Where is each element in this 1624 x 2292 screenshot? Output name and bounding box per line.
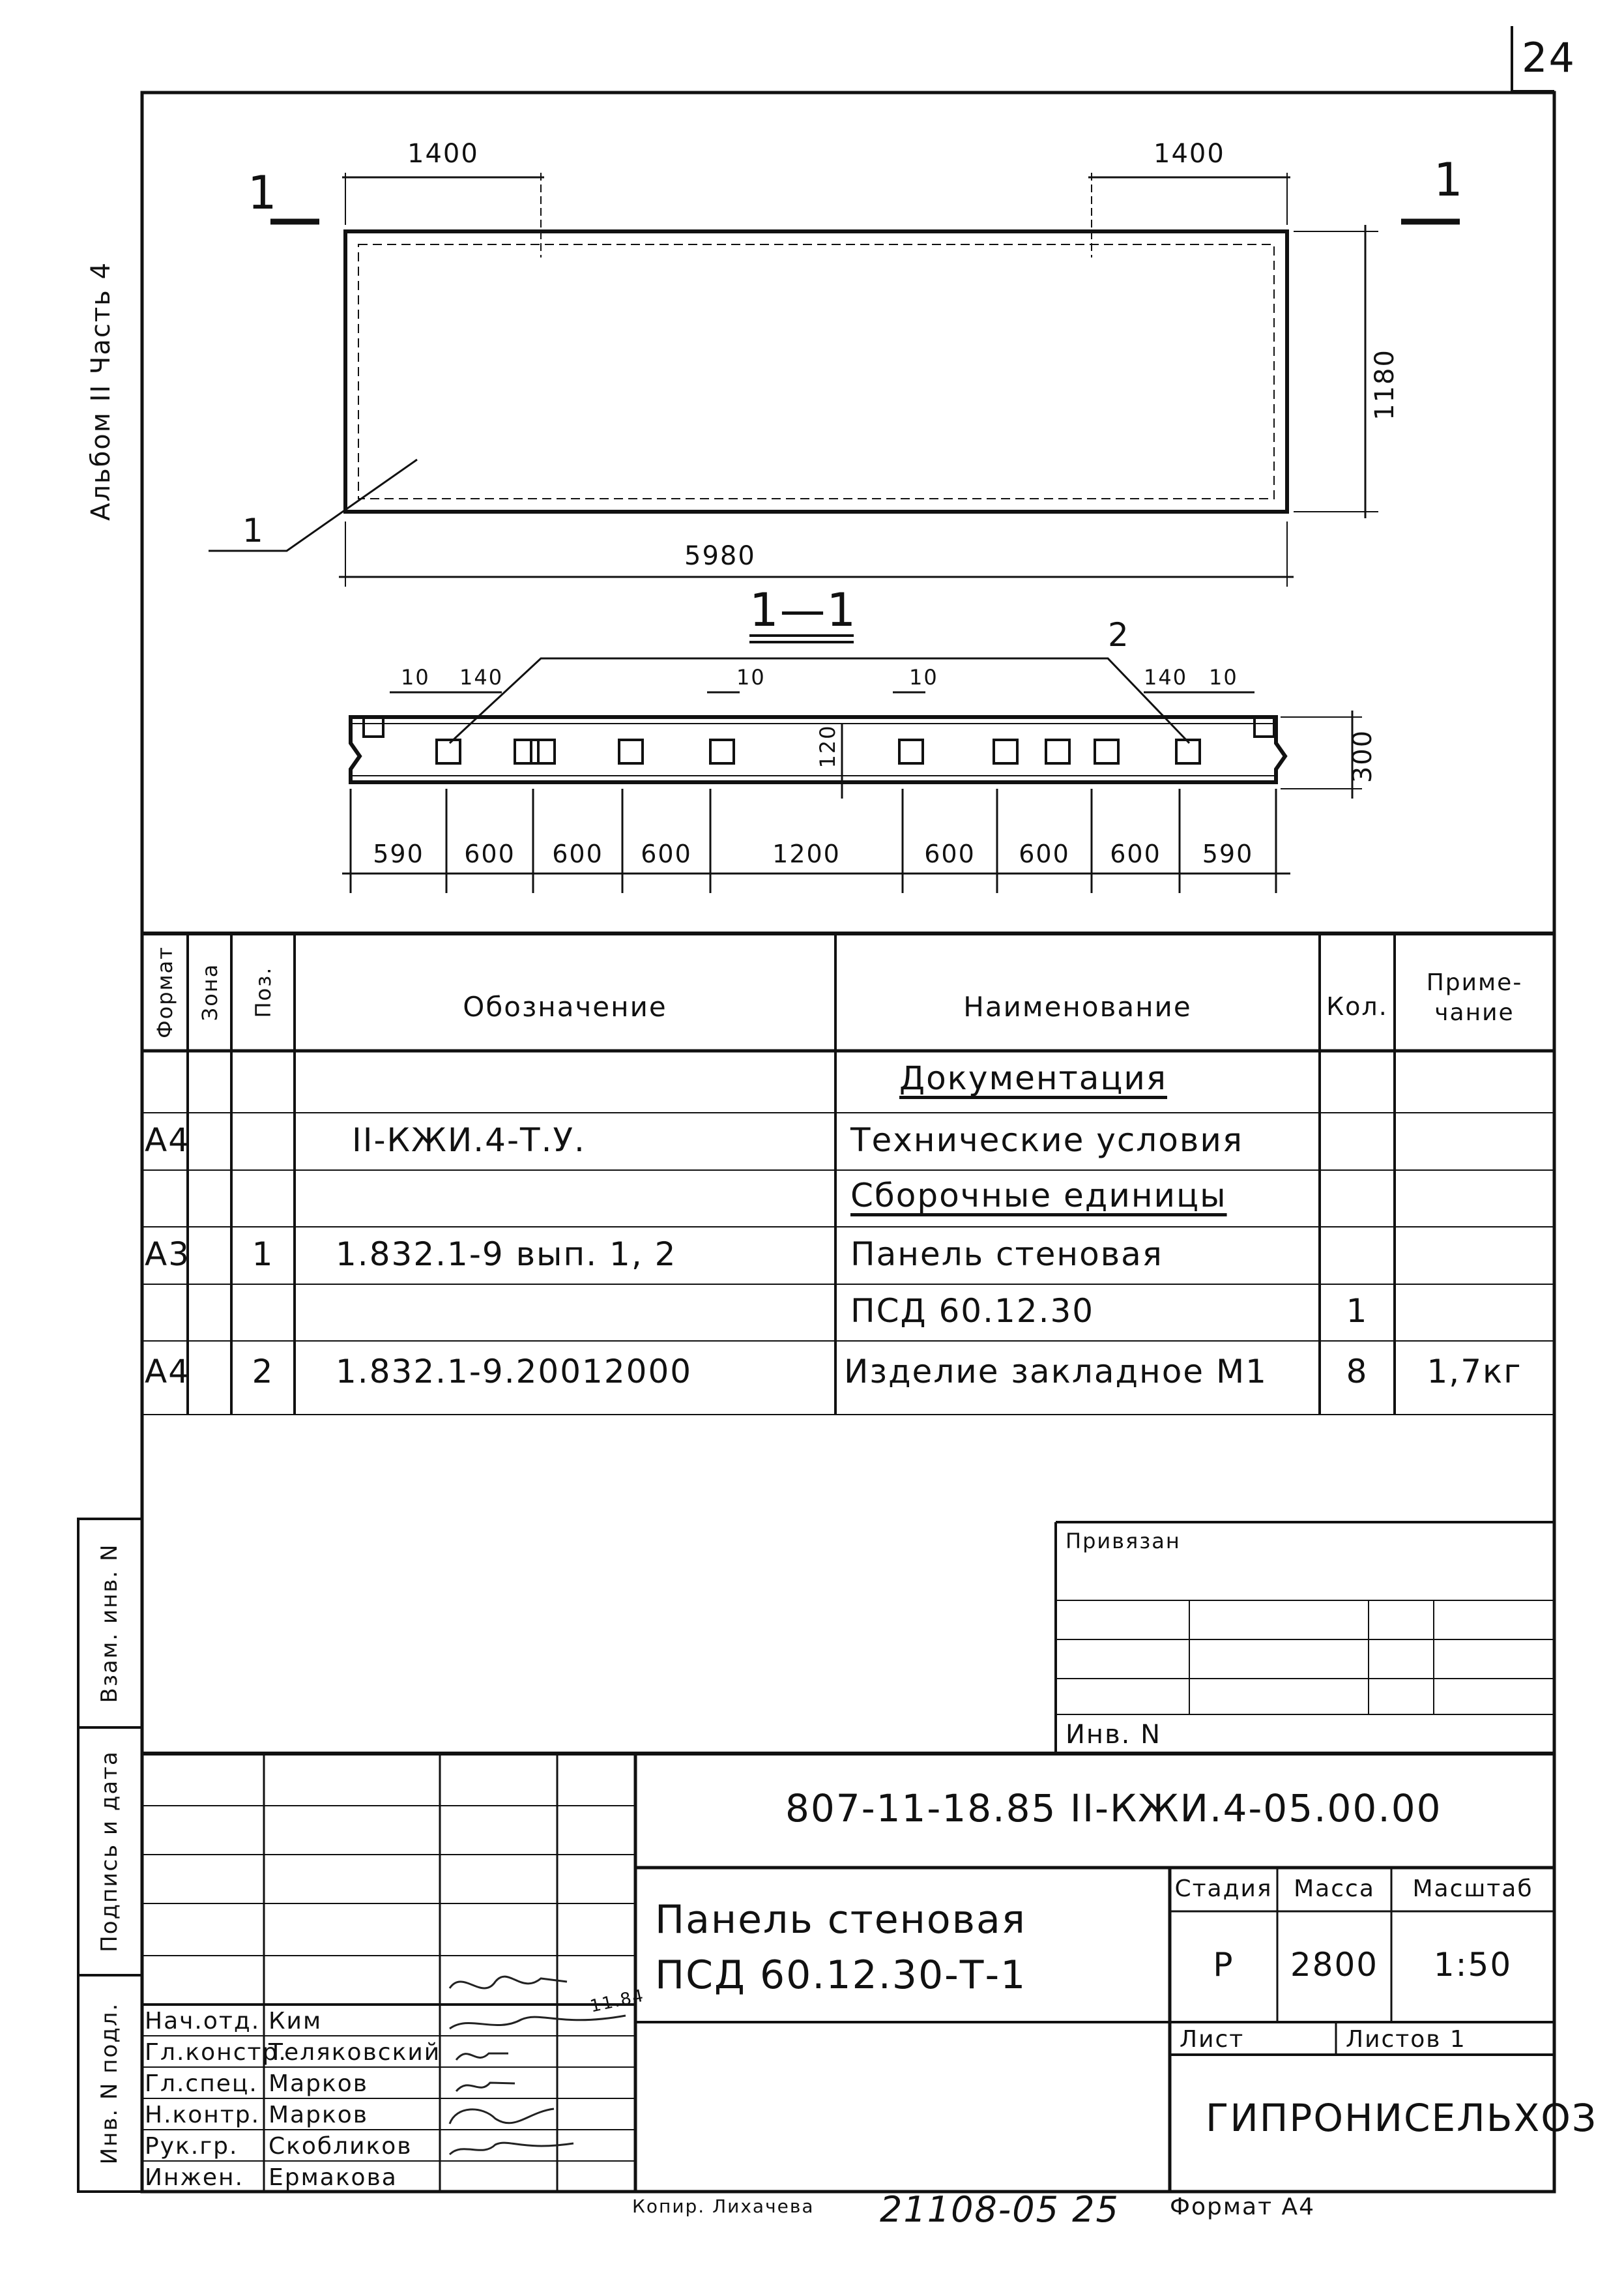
dim-1400-left: 1400: [407, 139, 479, 169]
sec-inner-120: 120: [815, 724, 840, 769]
sec-top-dim: 10: [909, 665, 938, 690]
doc-code: 807-11-18.85 II-КЖИ.4-05.00.00: [785, 1786, 1442, 1830]
bottom-dim-label: 600: [464, 840, 515, 868]
hdr-format: Формат: [152, 946, 177, 1038]
callout-1: 1: [242, 512, 265, 550]
bottom-dim-label: 600: [1110, 840, 1161, 868]
embedded-part: [531, 740, 555, 763]
row-format: А3: [145, 1235, 191, 1273]
left-stamp-sign: Подпись и дата: [96, 1750, 123, 1952]
signer-role: Гл.констр.: [145, 2039, 287, 2066]
sec-height-300: 300: [1348, 729, 1378, 784]
row-name: Технические условия: [850, 1121, 1243, 1159]
left-stamp-swap: Взам. инв. N: [96, 1543, 123, 1703]
embedded-part: [710, 740, 734, 763]
signer-name: Скобликов: [268, 2133, 413, 2160]
signer-role: Инжен.: [145, 2164, 244, 2191]
section-docs: Документация: [899, 1059, 1167, 1097]
hdr-pos: Поз.: [251, 966, 276, 1018]
date-note: 11.84: [588, 1986, 646, 2017]
doc-title-2: ПСД 60.12.30-Т-1: [655, 1952, 1027, 1998]
section-mark-left: 1: [248, 166, 278, 220]
dim-1180: 1180: [1369, 349, 1400, 420]
edge-part: [1254, 717, 1274, 737]
binding-inv: Инв. N: [1066, 1720, 1161, 1750]
embedded-part: [1176, 740, 1200, 763]
sec-top-dim: 10: [401, 665, 430, 690]
embedded-part: [619, 740, 643, 763]
scale-label: Масштаб: [1412, 1875, 1533, 1902]
row-name: Панель стеновая: [850, 1235, 1163, 1273]
row-format: А4: [145, 1121, 191, 1159]
binding-label: Привязан: [1066, 1529, 1181, 1553]
hdr-qty: Кол.: [1326, 992, 1388, 1021]
signer-name: Ермакова: [268, 2164, 398, 2191]
sec-top-dim: 10: [1209, 665, 1238, 690]
signer-role: Н.контр.: [145, 2102, 261, 2128]
signer-name: Теляковский: [268, 2039, 441, 2066]
sec-top-dim: 140: [459, 665, 504, 690]
section-title: 1—1: [749, 583, 858, 637]
hdr-note: Приме-чание: [1426, 969, 1523, 1026]
row-designation: II-КЖИ.4-Т.У.: [352, 1121, 586, 1159]
sheet-label: Лист: [1180, 2026, 1245, 2053]
signer-role: Гл.спец.: [145, 2070, 258, 2097]
embedded-part: [1046, 740, 1069, 763]
signer-name: Марков: [268, 2070, 368, 2097]
scale-value: 1:50: [1433, 1946, 1513, 1984]
dim-1400-right: 1400: [1153, 139, 1225, 169]
row-name: Изделие закладное М1: [844, 1353, 1268, 1390]
bottom-dim-label: 590: [373, 840, 424, 868]
bottom-dim-label: 600: [1019, 840, 1070, 868]
dim-5980: 5980: [684, 541, 756, 571]
row-qty: 1: [1346, 1292, 1369, 1330]
signer-name: Ким: [268, 2008, 323, 2035]
sec-top-dim: 10: [736, 665, 766, 690]
embedded-part: [899, 740, 923, 763]
row-name: ПСД 60.12.30: [850, 1292, 1095, 1330]
bottom-dim-label: 600: [552, 840, 603, 868]
signer-name: Марков: [268, 2102, 368, 2128]
signer-role: Нач.отд.: [145, 2008, 261, 2035]
row-note: 1,7кг: [1427, 1353, 1522, 1390]
hdr-designation: Обозначение: [463, 991, 667, 1023]
album-label: Альбом II Часть 4: [86, 261, 116, 521]
mass-label: Масса: [1294, 1875, 1375, 1902]
bottom-dim-label: 1200: [772, 840, 841, 868]
row-pos: 1: [252, 1235, 274, 1273]
bottom-dim-label: 590: [1202, 840, 1254, 868]
sec-top-dim: 140: [1144, 665, 1188, 690]
embedded-part: [994, 740, 1017, 763]
edge-part: [364, 717, 383, 737]
stage-value: Р: [1213, 1946, 1234, 1984]
footer-copied: Копир. Лихачева: [632, 2196, 815, 2217]
mass-value: 2800: [1290, 1946, 1379, 1984]
doc-title-1: Панель стеновая: [655, 1897, 1026, 1943]
bottom-dim-label: 600: [641, 840, 692, 868]
embedded-part: [515, 740, 538, 763]
row-format: А4: [145, 1353, 191, 1390]
row-designation: 1.832.1-9.20012000: [336, 1353, 693, 1390]
hdr-zone: Зона: [197, 963, 222, 1021]
left-stamp-inv: Инв. N подл.: [96, 2002, 123, 2165]
footer-number: 21108-05 25: [880, 2189, 1120, 2230]
organization: ГИПРОНИСЕЛЬХОЗ: [1206, 2096, 1598, 2140]
embedded-part: [1095, 740, 1118, 763]
footer-format: Формат А4: [1170, 2194, 1316, 2220]
hdr-name: Наименование: [963, 991, 1192, 1023]
signer-role: Рук.гр.: [145, 2133, 239, 2160]
section-mark-right: 1: [1434, 153, 1464, 207]
embedded-part: [437, 740, 460, 763]
row-designation: 1.832.1-9 вып. 1, 2: [336, 1235, 677, 1273]
sheets-label: Листов 1: [1346, 2026, 1466, 2053]
stage-label: Стадия: [1174, 1875, 1273, 1902]
row-pos: 2: [252, 1353, 274, 1390]
callout-2: 2: [1108, 616, 1130, 654]
bottom-dim-label: 600: [924, 840, 976, 868]
section-assemblies: Сборочные единицы: [850, 1177, 1227, 1214]
row-qty: 8: [1346, 1353, 1369, 1390]
page-number: 24: [1522, 34, 1576, 81]
